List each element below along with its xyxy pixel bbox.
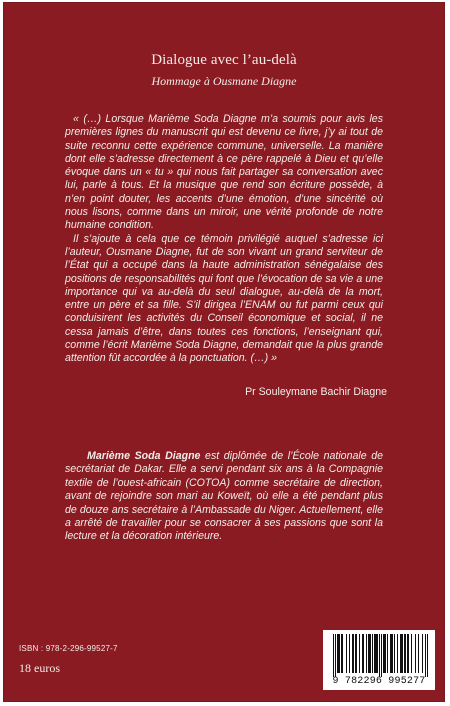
barcode-bars xyxy=(333,634,428,677)
quote-paragraph-2: Il s’ajoute à cela que ce témoin privilégié auquel s’adresse ici l’auteur, Ousmane Diagne, fut de son vivant un grand serviteur de l’État qui a occupé dans la haute administration sénégalaise des positions de responsabilités qui font que l’évocation de sa vie a une importance qui va au-delà du seul dialogue, au-delà de la mort, entre un père et sa fille. S’il dirigea l’ENAM ou fut parmi ceux qui conduisirent les activités du Conseil économique et social, il ne cessa jamais d’être, dans toutes ces fonctions, l’enseignant qui, comme l’écrit Marième Soda Diagne, demandait que la plus grande attention fût accordée à la ponctuation. (…) » xyxy=(65,232,383,365)
author-name: Marième Soda Diagne xyxy=(87,450,201,462)
barcode-bar xyxy=(335,634,336,677)
barcode-bar xyxy=(356,634,357,673)
barcode-bar xyxy=(369,634,370,673)
barcode-bar xyxy=(415,634,416,673)
barcode-bar xyxy=(408,634,409,673)
barcode-bar xyxy=(368,634,369,673)
barcode-bar xyxy=(370,634,371,673)
barcode-bar xyxy=(374,634,375,673)
barcode-bar xyxy=(376,634,377,673)
barcode-bar xyxy=(385,634,386,673)
barcode-bar xyxy=(381,634,382,677)
barcode-bar xyxy=(338,634,339,673)
barcode-bar xyxy=(379,634,380,677)
author-bio xyxy=(65,450,383,544)
barcode-bar xyxy=(375,634,376,673)
barcode-bar xyxy=(391,634,392,673)
isbn: ISBN : 978-2-296-99527-7 xyxy=(19,644,118,653)
barcode-bar xyxy=(377,634,378,673)
barcode-bar xyxy=(362,634,363,673)
barcode-bar xyxy=(427,634,428,677)
barcode-bar xyxy=(425,634,426,677)
barcode-bar xyxy=(402,634,403,673)
barcode-bar xyxy=(394,634,395,673)
barcode-bar xyxy=(339,634,340,673)
barcode-bar xyxy=(392,634,393,673)
barcode-bar xyxy=(387,634,388,673)
barcode-bar xyxy=(418,634,419,673)
barcode-bar xyxy=(355,634,356,673)
barcode-bar xyxy=(366,634,367,673)
quote-paragraph-1: « (…) Lorsque Marième Soda Diagne m’a soumis pour avis les premières lignes du manuscrit qui est devenu ce livre, j’y ai tout de suite reconnu cette expérience commune, universelle. La manière dont elle s’adresse directement à ce père rappelé à Dieu et qu’elle évoque dans un « tu » qui nous fait partager sa conversation avec lui, parle à tous. Et la musique que rend son écriture possède, à n’en point douter, les accents d’une émotion, d’une sincérité où nous lisons, comme dans un miroir, une vérité profonde de notre humaine condition. xyxy=(65,113,383,232)
barcode-bar xyxy=(341,634,342,673)
barcode-bar xyxy=(342,634,343,673)
barcode-bar xyxy=(372,634,373,673)
barcode-bar xyxy=(349,634,350,673)
barcode-bar xyxy=(337,634,338,673)
barcode-bar xyxy=(359,634,360,673)
author-bio-text: est diplômée de l’École nationale de secrétariat de Dakar. Elle a servi pendant six ans à la Compagnie textile de l’ouest-africain (COTOA) comme secrétaire de direction, avant de rejoindre son mari au Koweït, où elle a été pendant plus de douze ans secrétaire à l’Ambassade du Niger. Actuellement, elle a arrêté de travailler pour se consacrer à ses passions que sont la lecture et la décoration intérieure. xyxy=(65,450,384,543)
barcode-bar xyxy=(333,634,334,677)
price: 18 euros xyxy=(19,661,60,675)
book-subtitle: Hommage à Ousmane Diagne xyxy=(151,74,297,88)
barcode-bar xyxy=(383,634,384,673)
barcode-bar xyxy=(405,634,406,673)
barcode-bar xyxy=(411,634,412,673)
book-title: Dialogue avec l’au-delà xyxy=(151,52,297,68)
barcode-bar xyxy=(404,634,405,673)
barcode-bar xyxy=(401,634,402,673)
barcode-bar xyxy=(390,634,391,673)
back-cover xyxy=(3,2,445,702)
barcode-bar xyxy=(353,634,354,673)
barcode-bar xyxy=(397,634,398,673)
barcode-digits: 9 782296 995277 xyxy=(332,676,426,687)
barcode-bar xyxy=(363,634,364,673)
barcode xyxy=(323,630,435,690)
barcode-bar xyxy=(407,634,408,673)
preface-quote xyxy=(65,113,383,366)
quote-attribution: Pr Souleymane Bachir Diagne xyxy=(245,386,387,398)
barcode-bar xyxy=(346,634,347,673)
barcode-bar xyxy=(400,634,401,673)
barcode-bar xyxy=(352,634,353,673)
barcode-bar xyxy=(422,634,423,673)
barcode-bar xyxy=(384,634,385,673)
